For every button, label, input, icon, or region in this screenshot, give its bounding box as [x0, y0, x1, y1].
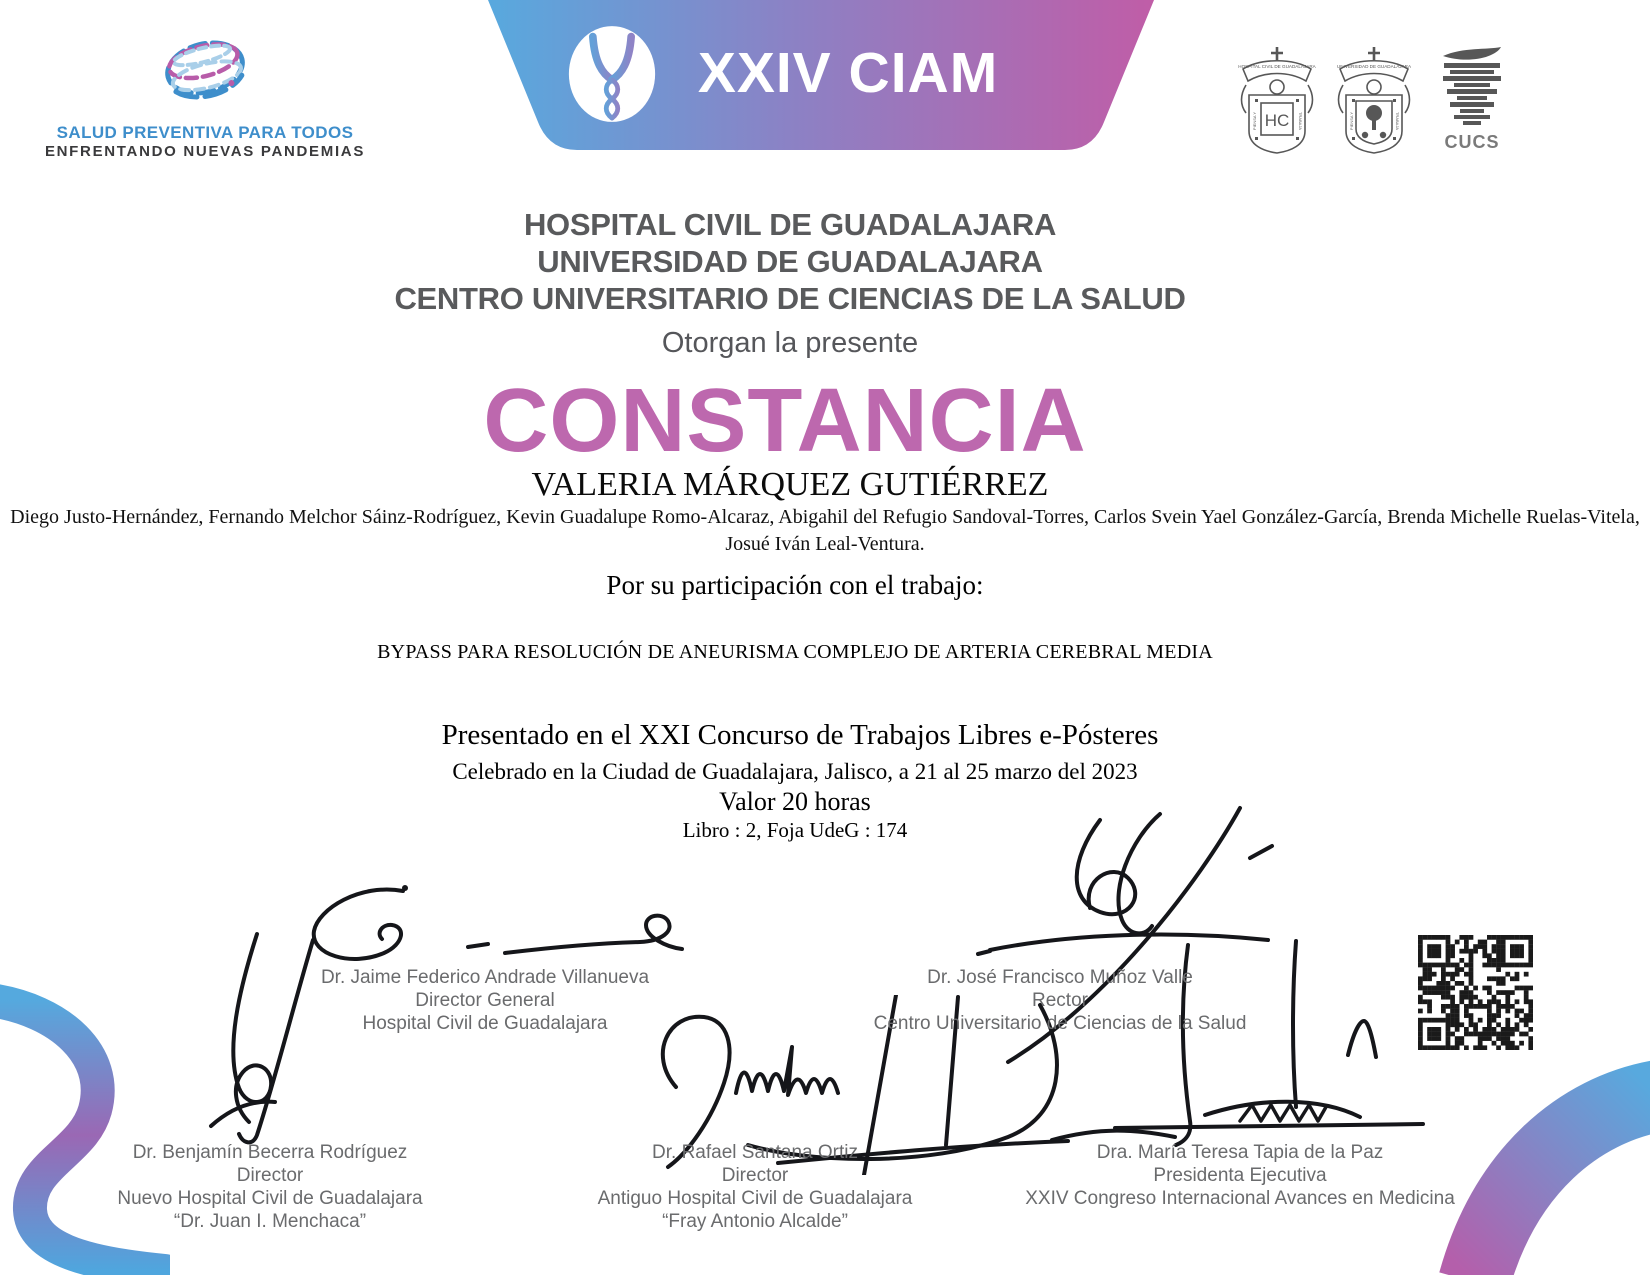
institution-line-1: HOSPITAL CIVIL DE GUADALAJARA — [523, 207, 1057, 242]
crest-udg-motto-right: TRABAJA — [1395, 111, 1400, 131]
globe-icon — [155, 26, 255, 114]
signatory-name: Dr. Jaime Federico Andrade Villanueva — [320, 967, 650, 988]
crest-hc-motto-left: PIENSA Y — [1252, 111, 1257, 131]
signatory-institution: XXIV Congreso Internacional Avances en Medicina — [1025, 1188, 1455, 1209]
corner-ribbon-right — [1400, 1040, 1650, 1275]
signatory-institution: Hospital Civil de Guadalajara — [362, 1013, 608, 1034]
signatory-munoz-valle — [830, 966, 1290, 1035]
presented-line: Presentado en el XXI Concurso de Trabajos Libres e-Pósteres — [441, 719, 1159, 751]
cucs-caduceus-logo — [1437, 45, 1507, 157]
signatory-role: Presidenta Ejecutiva — [1153, 1165, 1327, 1186]
signatory-role: Rector — [1032, 990, 1088, 1011]
ciam-banner — [488, 0, 1154, 150]
signatory-institution-2: “Dr. Juan I. Menchaca” — [173, 1211, 367, 1232]
coauthors-list: Diego Justo-Hernández, Fernando Melchor Sáinz-Rodríguez, Kevin Guadalupe Romo-Alcaraz, Abigahil del Refugio Sandoval-Torres, Carlos Svein Yael González-García, Brenda Michelle Ruelas-Vitela, Josué Iván Leal-Ventura. — [10, 506, 1640, 555]
crest-udg-motto-left: PIENSA Y — [1349, 111, 1354, 131]
signatory-institution: Antiguo Hospital Civil de Guadalajara — [597, 1188, 913, 1209]
signatory-role: Director General — [415, 990, 555, 1011]
logo-subtitle: ENFRENTANDO NUEVAS PANDEMIAS — [44, 143, 366, 160]
signatory-name: Dr. Rafael Santana Ortiz — [652, 1142, 858, 1163]
signature-becerra — [195, 930, 345, 1150]
institution-line-3: CENTRO UNIVERSITARIO DE CIENCIAS DE LA SALUD — [394, 281, 1186, 316]
hours-value-line: Valor 20 horas — [719, 787, 871, 816]
qr-code — [1418, 935, 1533, 1050]
signatory-institution: Nuevo Hospital Civil de Guadalajara — [117, 1188, 423, 1209]
institution-line-2: UNIVERSIDAD DE GUADALAJARA — [537, 244, 1043, 279]
signatory-andrade — [265, 966, 705, 1035]
universidad-guadalajara-crest — [1330, 45, 1418, 157]
ciam-logo-icon — [566, 24, 658, 124]
banner-title: XXIV CIAM — [697, 41, 999, 105]
signatory-role: Director — [236, 1165, 304, 1186]
logo-title: SALUD PREVENTIVA PARA TODOS — [56, 123, 354, 142]
crest-hc-caption: HOSPITAL CIVIL DE GUADALAJARA — [1238, 64, 1316, 69]
signatory-institution-2: “Fray Antonio Alcalde” — [662, 1211, 848, 1232]
grant-line: Otorgan la presente — [661, 327, 919, 359]
cucs-label: CUCS — [1444, 132, 1500, 152]
registry-line: Libro : 2, Foja UdeG : 174 — [682, 818, 908, 842]
certificate-title: CONSTANCIA — [483, 371, 1087, 471]
signatory-institution: Centro Universitario de Ciencias de la Salud — [873, 1013, 1247, 1034]
signatory-santana — [535, 1141, 975, 1233]
institution-header — [0, 206, 1580, 317]
signatory-role: Director — [721, 1165, 789, 1186]
hospital-civil-crest — [1233, 45, 1321, 157]
celebrated-line: Celebrado en la Ciudad de Guadalajara, Jalisco, a 21 al 25 marzo del 2023 — [452, 759, 1138, 784]
crest-udg-caption: UNIVERSIDAD DE GUADALAJARA — [1336, 64, 1412, 69]
work-title: BYPASS PARA RESOLUCIÓN DE ANEURISMA COMPLEJO DE ARTERIA CEREBRAL MEDIA — [377, 641, 1213, 663]
signatory-name: Dr. Benjamín Becerra Rodríguez — [132, 1142, 408, 1163]
signatory-name: Dr. José Francisco Muñoz Valle — [927, 967, 1193, 988]
participation-line: Por su participación con el trabajo: — [606, 570, 984, 600]
salud-preventiva-logo — [40, 26, 370, 160]
crest-hc-motto-right: TRABAJA — [1298, 111, 1303, 131]
signature-andrade — [300, 875, 690, 970]
recipient-name: VALERIA MÁRQUEZ GUTIÉRREZ — [531, 466, 1049, 503]
signatory-name: Dra. María Teresa Tapia de la Paz — [1096, 1142, 1384, 1163]
corner-ribbon-left — [0, 975, 170, 1275]
crest-hc-initials: HC — [1264, 111, 1290, 130]
